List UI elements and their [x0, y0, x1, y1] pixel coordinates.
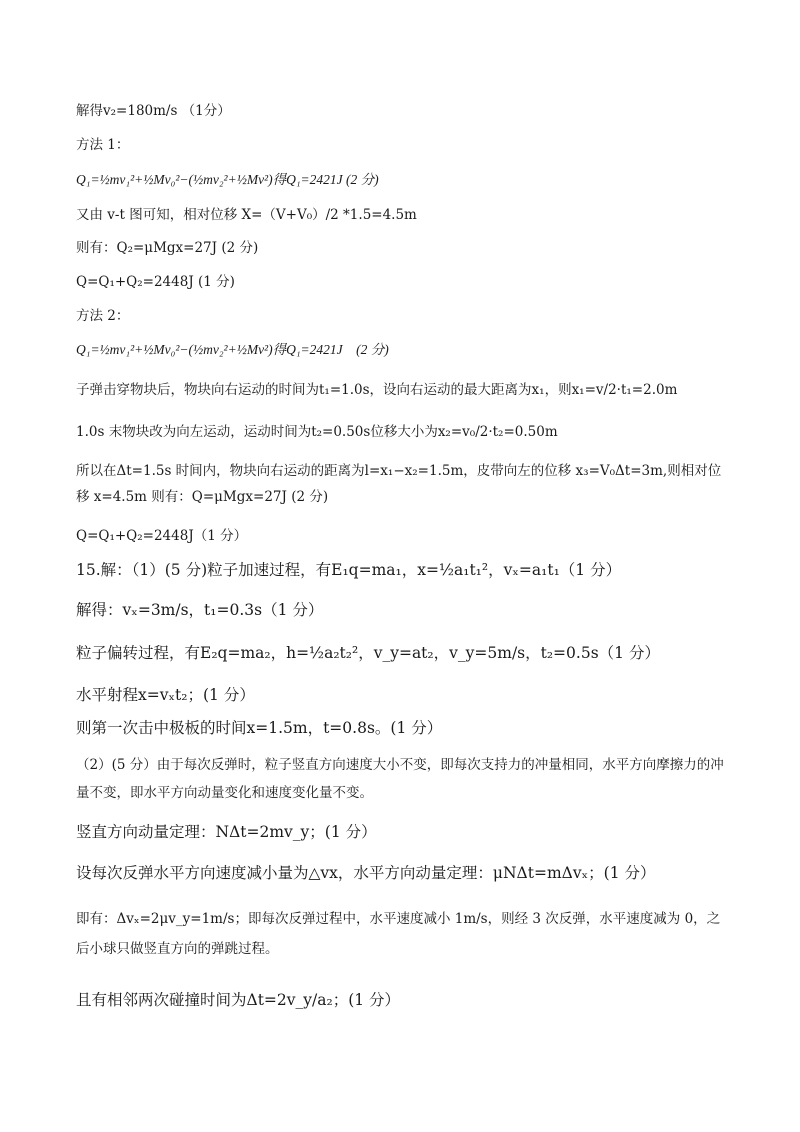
text-line-14: 解得：vₓ=3m/s，t₁=0.3s（1 分）	[76, 601, 324, 619]
equation-q1-method2: Q₁=½mv₁²+½Mv₀²−(½mv₂²+½Mv²)得Q₁=2421J (2 分)	[76, 342, 389, 357]
text-line-15: 粒子偏转过程，有E₂q=ma₂，h=½a₂t₂²，v_y=at₂，v_y=5m/s，t₂=0.5s（1 分）	[76, 644, 660, 662]
problem-15-part2-paragraph: （2）(5 分）由于每次反弹时，粒子竖直方向速度大小不变，即每次支持力的冲量相同，水平方向摩擦力的冲量不变，即水平方向动量变化和速度变化量不变。	[76, 757, 724, 801]
text-line-19: 竖直方向动量定理：NΔt=2mv_y；(1 分）	[76, 823, 377, 841]
text-line-9: 子弹击穿物块后，物块向右运动的时间为t₁=1.0s，设向右运动的最大距离为x₁，则x₁=v/2·t₁=2.0m	[76, 382, 678, 398]
text-paragraph-21: 即有：Δvₓ=2μv_y=1m/s；即每次反弹过程中，水平速度减小 1m/s，则经 3 次反弹，水平速度减为 0，之后小球只做竖直方向的弹跳过程。	[76, 911, 721, 957]
text-line-7: 方法 2：	[76, 308, 130, 324]
text-line-17: 则第一次击中极板的时间x=1.5m，t=0.8s。(1 分）	[76, 719, 443, 737]
equation-q1-method1: Q₁=½mv₁²+½Mv₀²−(½mv₂²+½Mv²)得Q₁=2421J (2 分)	[76, 172, 379, 187]
text-line-12: Q=Q₁+Q₂=2448J（1 分）	[76, 528, 248, 544]
text-line-1: 解得v₂=180m/s （1分）	[76, 103, 231, 119]
text-line-10: 1.0s 末物块改为向左运动，运动时间为t₂=0.50s位移大小为x₂=v₀/2·t₂=0.50m	[76, 424, 558, 440]
problem-15-part1-accel: 15.解：（1）(5 分)粒子加速过程，有E₁q=ma₁，x=½a₁t₁²，vₓ=a₁t₁（1 分）	[76, 561, 622, 579]
text-paragraph-11: 所以在Δt=1.5s 时间内，物块向右运动的距离为l=x₁−x₂=1.5m，皮带向左的位移 x₃=V₀Δt=3m,则相对位移 x=4.5m 则有：Q=μMgx=27J (2 分)	[76, 463, 722, 505]
text-line-22: 且有相邻两次碰撞时间为Δt=2v_y/a₂；(1 分）	[76, 991, 401, 1009]
text-line-5: 则有：Q₂=μMgx=27J (2 分)	[76, 240, 259, 256]
text-line-2: 方法 1：	[76, 137, 130, 153]
text-line-6: Q=Q₁+Q₂=2448J (1 分)	[76, 274, 235, 290]
text-line-4: 又由 v-t 图可知，相对位移 X=（V+V₀）/2 *1.5=4.5m	[76, 207, 417, 223]
text-line-16: 水平射程x=vₓt₂；(1 分）	[76, 686, 255, 704]
text-line-20: 设每次反弹水平方向速度减小量为△vx，水平方向动量定理：μNΔt=mΔvₓ；(1 分）	[76, 864, 656, 882]
